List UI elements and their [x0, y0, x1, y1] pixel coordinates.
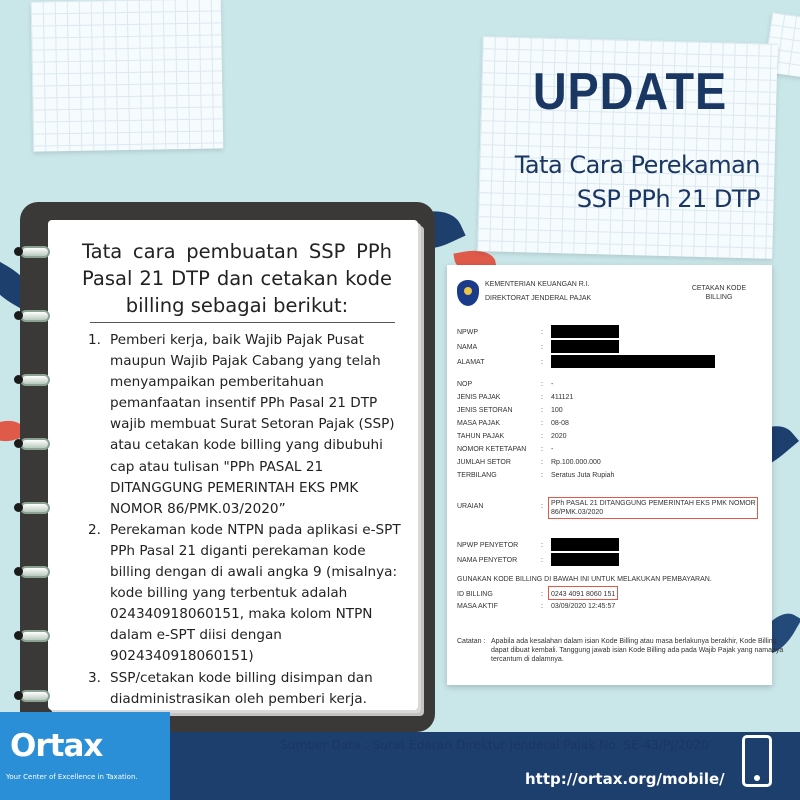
colon: : [541, 394, 543, 401]
colon: : [541, 420, 543, 427]
list-number: 2. [88, 521, 101, 538]
note-label: Catatan : [457, 638, 486, 645]
redacted-block [551, 355, 715, 368]
billing-id-value: 0243 4091 8060 151 [551, 591, 616, 598]
doc-title: CETAKAN KODE [691, 285, 747, 292]
field-label: JENIS SETORAN [457, 407, 513, 414]
list-number: 3. [88, 669, 101, 686]
logo-tagline: Your Center of Excellence in Taxation. [6, 773, 138, 781]
note-text: tercantum di dalamnya. [491, 656, 564, 663]
binder-ring [20, 566, 50, 578]
list-item [88, 668, 408, 710]
note-text: dapat dibuat kembali. Tanggung jawab isian Kode Billing ada pada Wajib Pajak yang namanya [491, 647, 784, 654]
field-label: ALAMAT [457, 359, 485, 366]
note-text: Apabila ada kesalahan dalam isian Kode Billing atau masa berlakunya berakhir, Kode Billing [491, 638, 777, 645]
field-label: TERBILANG [457, 472, 497, 479]
page-title: UPDATE [532, 63, 728, 121]
colon: : [541, 433, 543, 440]
colon: : [541, 472, 543, 479]
billing-document [447, 265, 784, 685]
redacted-block [551, 325, 619, 338]
directorate-name: DIREKTORAT JENDERAL PAJAK [485, 295, 592, 302]
subtitle-line: SSP PPh 21 DTP [576, 185, 760, 213]
field-label: MASA PAJAK [457, 420, 501, 427]
field-value: PPh PASAL 21 DITANGGUNG PEMERINTAH EKS PMK NOMOR [551, 500, 756, 507]
field-label: NPWP PENYETOR [457, 542, 519, 549]
binder-ring [20, 310, 50, 322]
list-text: Pemberi kerja, baik Wajib Pajak Pusat maupun Wajib Pajak Cabang yang telah menyampaikan pemberitahuan pemanfaatan insentif PPh Pasal 21 DTP wajib membuat Surat Setoran Pajak (SSP) atau cetakan kode billing yang dibubuhi cap atau tulisan "PPh PASAL 21 DITANGGUNG PEMERINTAH EKS PMK NOMOR 86/PMK.03/2020” [110, 332, 395, 517]
colon: : [541, 542, 543, 549]
field-label: NPWP [457, 329, 478, 336]
list-text: Perekaman kode NTPN pada aplikasi e-SPT PPh Pasal 21 diganti perekaman kode billing dengan di awali angka 9 (misalnya: kode billing yang terbentuk adalah 024340918060151, maka kolom NTPN dalam e-SPT diisi dengan 9024340918060151) [110, 521, 401, 665]
colon: : [541, 344, 543, 351]
field-value: 03/09/2020 12:45:57 [551, 603, 616, 610]
field-label: MASA AKTIF [457, 603, 498, 610]
field-value: Rp.100.000.000 [551, 459, 601, 466]
redacted-block [551, 553, 619, 566]
subtitle-line: Tata Cara Perekaman [514, 151, 760, 179]
field-value: 2020 [551, 433, 567, 440]
field-value: 100 [551, 407, 563, 414]
binder-ring [20, 502, 50, 514]
colon: : [541, 446, 543, 453]
colon: : [541, 359, 543, 366]
colon: : [541, 407, 543, 414]
colon: : [541, 503, 543, 510]
ortax-logo: Ortax [10, 728, 103, 764]
page-subtitle [470, 148, 760, 216]
source-citation: Sumber Data : Surat Edaran Direktur Jenderal Pajak No. SE-43/PJ/2020 [280, 738, 709, 752]
smartphone-icon [742, 735, 772, 787]
colon: : [541, 381, 543, 388]
field-label: JENIS PAJAK [457, 394, 501, 401]
colon: : [541, 329, 543, 336]
field-label: URAIAN [457, 503, 484, 510]
binder-ring [20, 374, 50, 386]
binder-ring [20, 630, 50, 642]
redacted-block [551, 340, 619, 353]
field-value: - [551, 446, 554, 453]
list-item [88, 520, 408, 668]
redacted-block [551, 538, 619, 551]
mobile-link[interactable]: http://ortax.org/mobile/ [525, 770, 725, 788]
field-value: - [551, 381, 554, 388]
notebook-heading: Tata cara pembuatan SSP PPh Pasal 21 DTP dan cetakan kode billing sebagai berikut: [82, 240, 392, 317]
notepaper-decoration [31, 0, 224, 152]
colon: : [541, 591, 543, 598]
field-value: 08-08 [551, 420, 569, 427]
colon: : [541, 459, 543, 466]
ministry-name: KEMENTERIAN KEUANGAN R.I. [485, 281, 590, 288]
list-number: 1. [88, 332, 101, 348]
billing-instruction: GUNAKAN KODE BILLING DI BAWAH INI UNTUK MELAKUKAN PEMBAYARAN. [457, 576, 712, 583]
field-label: NOMOR KETETAPAN [457, 446, 527, 453]
field-label: ID BILLING [457, 591, 493, 598]
field-label: JUMLAH SETOR [457, 459, 511, 466]
field-label: NAMA PENYETOR [457, 557, 518, 564]
binder-ring [20, 246, 50, 258]
ministry-emblem-icon [457, 280, 479, 306]
field-label: NAMA [457, 344, 478, 351]
binder-ring [20, 690, 50, 702]
binder-ring [20, 438, 50, 450]
doc-title: BILLING [705, 294, 733, 301]
field-value: 411121 [551, 394, 574, 401]
field-value: Seratus Juta Rupiah [551, 472, 615, 479]
list-item [88, 330, 408, 520]
field-label: TAHUN PAJAK [457, 433, 505, 440]
list-text: SSP/cetakan kode billing disimpan dan diadministrasikan oleh pemberi kerja. [110, 669, 373, 707]
colon: : [541, 603, 543, 610]
steps-list [88, 330, 408, 710]
divider [90, 322, 395, 323]
colon: : [541, 557, 543, 564]
field-value: 86/PMK.03/2020 [551, 509, 604, 516]
field-label: NOP [457, 381, 473, 388]
